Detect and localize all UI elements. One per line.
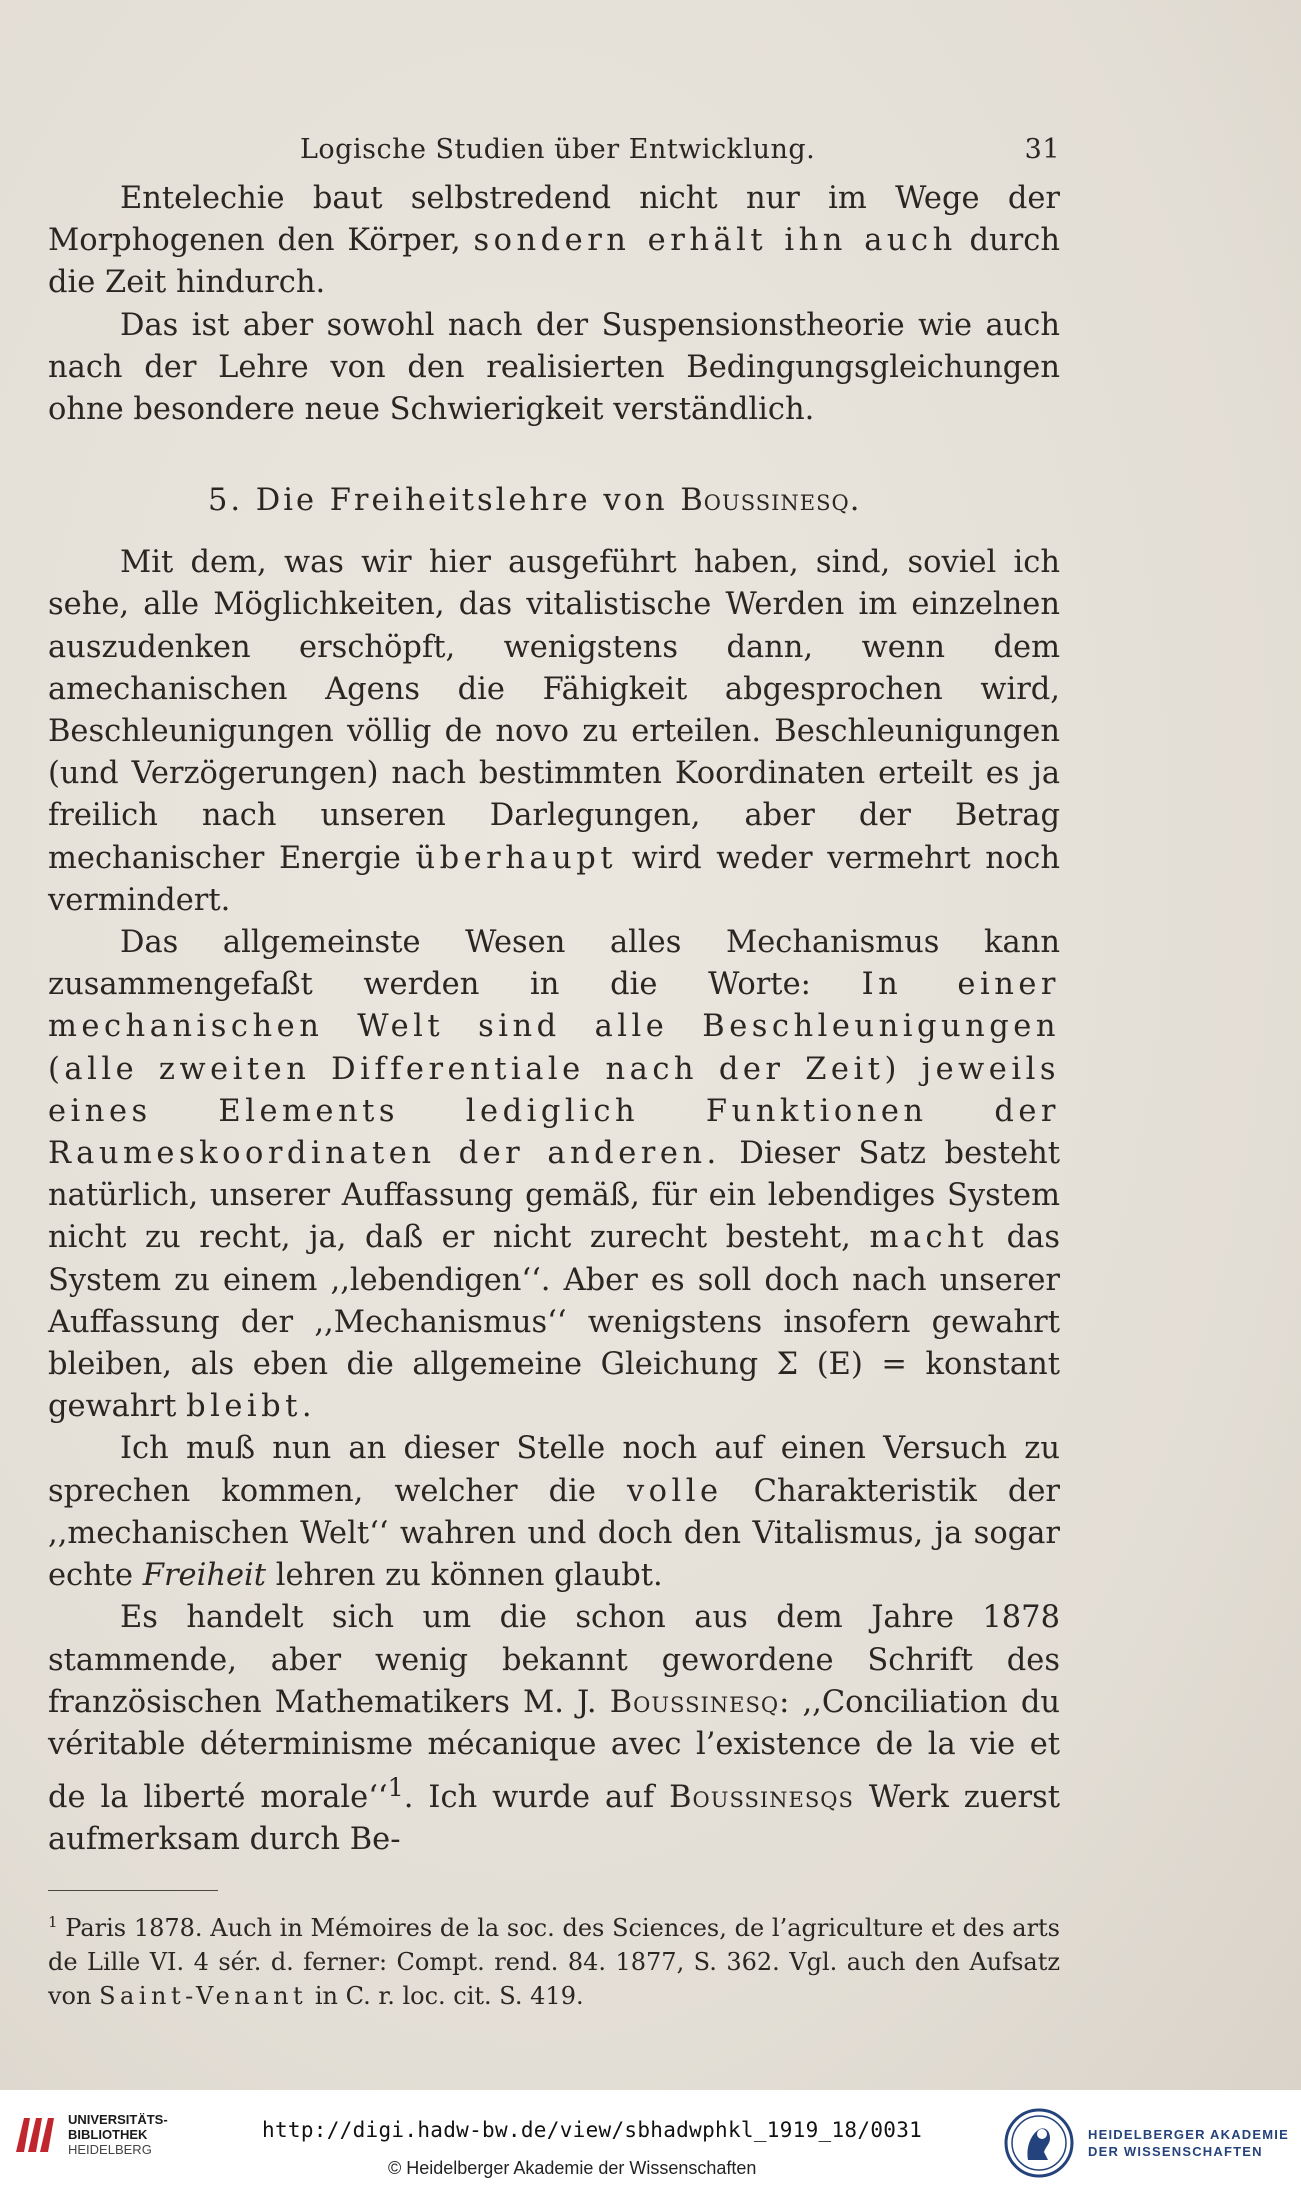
paragraph-6-text-b: : ,,Conciliation du véritable déterminisme mécanique avec l’existence de la vie et de la liberté morale‘‘ bbox=[48, 1684, 1060, 1816]
paragraph-6 bbox=[48, 1597, 1060, 1861]
academy-seal-icon bbox=[1004, 2108, 1074, 2178]
university-library-logo[interactable] bbox=[12, 2104, 182, 2178]
footnote-text-a: Paris 1878. Auch in Mémoires de la soc. des Sciences, de l’agriculture et des arts de Lille VI. 4 sér. d. ferner: Compt. rend. 84. 1877, S. 362. Vgl. auch den Aufsatz von bbox=[48, 1913, 1061, 2010]
running-title: Logische Studien über Entwicklung. bbox=[300, 134, 816, 165]
paragraph-3 bbox=[48, 542, 1060, 922]
paragraph-6-text-c: . Ich wurde auf bbox=[403, 1780, 655, 1816]
paragraph-1-text-a: Entelechie baut selbstredend nicht nur im Wege der Morphogenen den Körper, bbox=[48, 181, 1060, 259]
paragraph-1-text-b: durch die Zeit hindurch. bbox=[48, 223, 1060, 301]
paragraph-1 bbox=[48, 178, 1060, 305]
section-heading bbox=[48, 483, 1060, 518]
paragraph-6-name: Boussinesq bbox=[609, 1684, 780, 1720]
paragraph-4 bbox=[48, 922, 1060, 1428]
paragraph-5-text-c: lehren zu können glaubt. bbox=[275, 1558, 663, 1594]
footnote-spaced: Saint-Venant bbox=[99, 1981, 308, 2010]
running-header bbox=[48, 118, 1060, 178]
paragraph-4-text-c: das System zu einem ,,lebendigen‘‘. Aber es soll doch nach unserer Auffassung der ,,Mechanismus‘‘ wenigstens insofern gewahrt bleiben, als eben die allgemeine Gleichung Σ (E) = konstant gewahrt bbox=[48, 1220, 1060, 1425]
paragraph-6-name-2: Boussinesqs bbox=[669, 1780, 854, 1816]
paragraph-6-text-a: Es handelt sich um die schon aus dem Jahre 1878 stammende, aber wenig bekannt gewordene Schrift des französischen Mathematikers M. J. bbox=[48, 1600, 1060, 1720]
library-logo-line-1: UNIVERSITÄTS- bbox=[68, 2112, 168, 2127]
page-content bbox=[48, 118, 1060, 2013]
academy-logo-text bbox=[1088, 2126, 1289, 2160]
paragraph-3-text-b: wird weder vermehrt noch vermindert. bbox=[48, 840, 1060, 918]
paragraph-5-text-a: Ich muß nun an dieser Stelle noch auf einen Versuch zu sprechen kommen, welcher die bbox=[48, 1431, 1060, 1509]
page-number: 31 bbox=[1024, 134, 1060, 165]
section-heading-suffix: . bbox=[849, 483, 863, 519]
academy-logo-line-1: HEIDELBERGER AKADEMIE bbox=[1088, 2127, 1289, 2142]
library-logo-icon bbox=[12, 2112, 58, 2158]
paragraph-5-italic: Freiheit bbox=[142, 1558, 267, 1594]
copyright-notice: © Heidelberger Akademie der Wissenschaften bbox=[388, 2158, 757, 2178]
paragraph-5 bbox=[48, 1428, 1060, 1597]
paragraph-3-text-a: Mit dem, was wir hier ausgeführt haben, sind, soviel ich sehe, alle Möglichkeiten, das vitalistische Werden im einzelnen auszudenken erschöpft, wenigstens dann, wenn dem amechanischen Agens die Fähigkeit abgesprochen wird, Beschleunigungen völlig de novo zu erteilen. Beschleunigungen (und Verzögerungen) nach bestimmten Koordinaten erteilt es ja freilich nach unseren Darlegungen, aber der Betrag mechanischer Energie bbox=[48, 545, 1060, 876]
paragraph-4-text-b: Dieser Satz besteht natürlich, unserer Auffassung gemäß, für ein lebendiges System nicht zu recht, ja, daß er nicht zurecht besteht, bbox=[48, 1136, 1060, 1256]
paragraph-4-spaced: In einer mechanischen Welt sind alle Beschleunigungen (alle zweiten Differentiale nach der Zeit) jeweils eines Elements lediglich Funktionen der Raumeskoordinaten der anderen. bbox=[48, 967, 1060, 1172]
library-logo-line-3: HEIDELBERG bbox=[68, 2142, 152, 2157]
footnote-text-b: in C. r. loc. cit. S. 419. bbox=[314, 1981, 584, 2010]
academy-logo-line-2: DER WISSENSCHAFTEN bbox=[1088, 2144, 1263, 2159]
paragraph-4-spaced-3: bleibt. bbox=[186, 1389, 317, 1425]
footer-bar bbox=[0, 2090, 1301, 2200]
paragraph-4-spaced-2: macht bbox=[869, 1220, 989, 1256]
paragraph-2: Das ist aber sowohl nach der Suspensionstheorie wie auch nach der Lehre von den realisierten Bedingungsgleichungen ohne besondere neue Schwierigkeit verständlich. bbox=[48, 307, 1060, 428]
section-heading-prefix: 5. Die Freiheitslehre von bbox=[208, 483, 668, 519]
paragraph-3-spaced: überhaupt bbox=[415, 840, 618, 876]
footnote-marker: 1 bbox=[48, 1912, 58, 1931]
permalink-url[interactable]: http://digi.hadw-bw.de/view/sbhadwphkl_1919_18/0031 bbox=[262, 2118, 923, 2142]
paragraph-6-text-d: Werk zuerst aufmerksam durch Be- bbox=[48, 1780, 1061, 1858]
paragraph-1-spaced: sondern erhält ihn auch bbox=[473, 223, 957, 259]
library-logo-line-2: BIBLIOTHEK bbox=[68, 2127, 148, 2142]
footnote bbox=[48, 1905, 1060, 2013]
paragraph-4-text-a: Das allgemeinste Wesen alles Mechanismus kann zusammengefaßt werden in die Worte: bbox=[48, 925, 1060, 1003]
paragraph-5-spaced: volle bbox=[626, 1473, 723, 1509]
section-heading-name: Boussinesq bbox=[680, 483, 850, 519]
footnote-rule bbox=[48, 1890, 218, 1891]
academy-logo[interactable] bbox=[1004, 2108, 1294, 2188]
paragraph-5-text-b: Charakteristik der ,,mechanischen Welt‘‘ wahren und doch den Vitalismus, ja sogar echte bbox=[48, 1473, 1060, 1594]
library-logo-text bbox=[68, 2112, 168, 2157]
footnote-reference: 1 bbox=[387, 1772, 404, 1803]
